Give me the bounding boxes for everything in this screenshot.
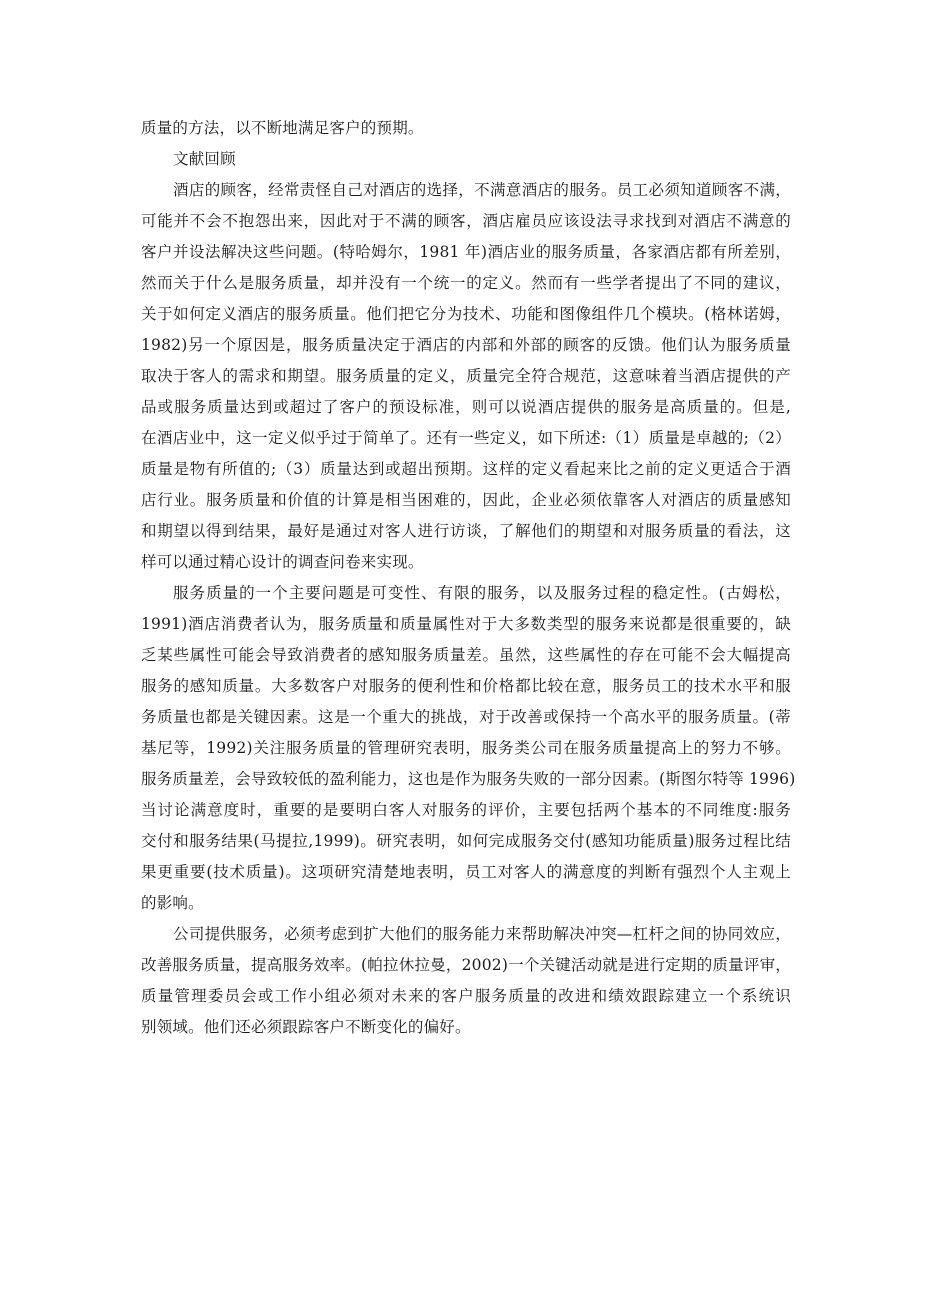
paragraph-line: 服务质量的一个主要问题是可变性、有限的服务，以及服务过程的稳定性。(古姆松， [173,584,791,602]
paragraph-line: 服务的感知质量。大多数客户对服务的便利性和价格都比较在意，服务员工的技术水平和服 [141,677,791,695]
paragraph-line: 果更重要(技术质量)。这项研究清楚地表明，员工对客人的满意度的判断有强烈个人主观上 [141,863,791,881]
paragraph-line: 1991)酒店消费者认为，服务质量和质量属性对于大多数类型的服务来说都是很重要的，缺 [141,615,791,633]
paragraph-line: 改善服务质量，提高服务效率。(帕拉休拉曼，2002)一个关键活动就是进行定期的质量评审， [141,956,791,974]
paragraph-line: 可能并不会不抱怨出来，因此对于不满的顾客，酒店雇员应该设法寻求找到对酒店不满意的 [141,212,791,230]
paragraph-line: 客户并设法解决这些问题。(特哈姆尔，1981 年)酒店业的服务质量，各家酒店都有所差别， [141,243,791,261]
paragraph-line: 当讨论满意度时，重要的是要明白客人对服务的评价，主要包括两个基本的不同维度:服务 [141,801,791,819]
paragraph-line: 务质量也都是关键因素。这是一个重大的挑战，对于改善或保持一个高水平的服务质量。(蒂 [141,708,791,726]
paragraph-line: 1982)另一个原因是，服务质量决定于酒店的内部和外部的顾客的反馈。他们认为服务质量 [141,336,791,354]
paragraph-line: 交付和服务结果(马提拉,1999)。研究表明，如何完成服务交付(感知功能质量)服务过程比结 [141,832,791,850]
paragraph-2 [141,578,796,919]
paragraph-line: 乏某些属性可能会导致消费者的感知服务质量差。虽然，这些属性的存在可能不会大幅提高 [141,646,791,664]
paragraph-line: 质量管理委员会或工作小组必须对未来的客户服务质量的改进和绩效跟踪建立一个系统识 [141,987,791,1005]
paragraph-line: 公司提供服务，必须考虑到扩大他们的服务能力来帮助解决冲突—杠杆之间的协同效应， [173,925,791,943]
paragraph-line: 和期望以得到结果，最好是通过对客人进行访谈，了解他们的期望和对服务质量的看法，这 [141,522,791,540]
paragraph-line: 别领域。他们还必须跟踪客户不断变化的偏好。 [141,1018,471,1036]
paragraph-line: 服务质量差，会导致较低的盈利能力，这也是作为服务失败的一部分因素。(斯图尔特等 1996) [141,770,796,788]
paragraph-line: 基尼等，1992)关注服务质量的管理研究表明，服务类公司在服务质量提高上的努力不够。 [141,739,791,757]
paragraph-line: 品或服务质量达到或超过了客户的预设标准，则可以说酒店提供的服务是高质量的。但是, [141,398,791,416]
paragraph-line: 的影响。 [141,894,204,912]
paragraph-line: 在酒店业中，这一定义似乎过于简单了。还有一些定义，如下所述:（1）质量是卓越的;（2） [141,429,791,447]
paragraph-3 [141,919,791,1043]
paragraph-line: 店行业。服务质量和价值的计算是相当困难的，因此，企业必须依靠客人对酒店的质量感知 [141,491,791,509]
paragraph-line: 样可以通过精心设计的调查问卷来实现。 [141,553,424,571]
paragraph-1 [141,175,791,578]
paragraph-line: 然而关于什么是服务质量，却并没有一个统一的定义。然而有一些学者提出了不同的建议， [141,274,791,292]
intro-tail-line: 质量的方法，以不断地满足客户的预期。 [141,119,424,137]
paragraph-line: 质量是物有所值的;（3）质量达到或超出预期。这样的定义看起来比之前的定义更适合于酒 [141,460,791,478]
section-title: 文献回顾 [173,150,236,168]
paragraph-line: 取决于客人的需求和期望。服务质量的定义，质量完全符合规范，这意味着当酒店提供的产 [141,367,791,385]
paragraph-line: 酒店的顾客，经常责怪自己对酒店的选择，不满意酒店的服务。员工必须知道顾客不满， [173,181,791,199]
paragraph-line: 关于如何定义酒店的服务质量。他们把它分为技术、功能和图像组件几个模块。(格林诺姆， [141,305,791,323]
document-page [141,113,796,1043]
